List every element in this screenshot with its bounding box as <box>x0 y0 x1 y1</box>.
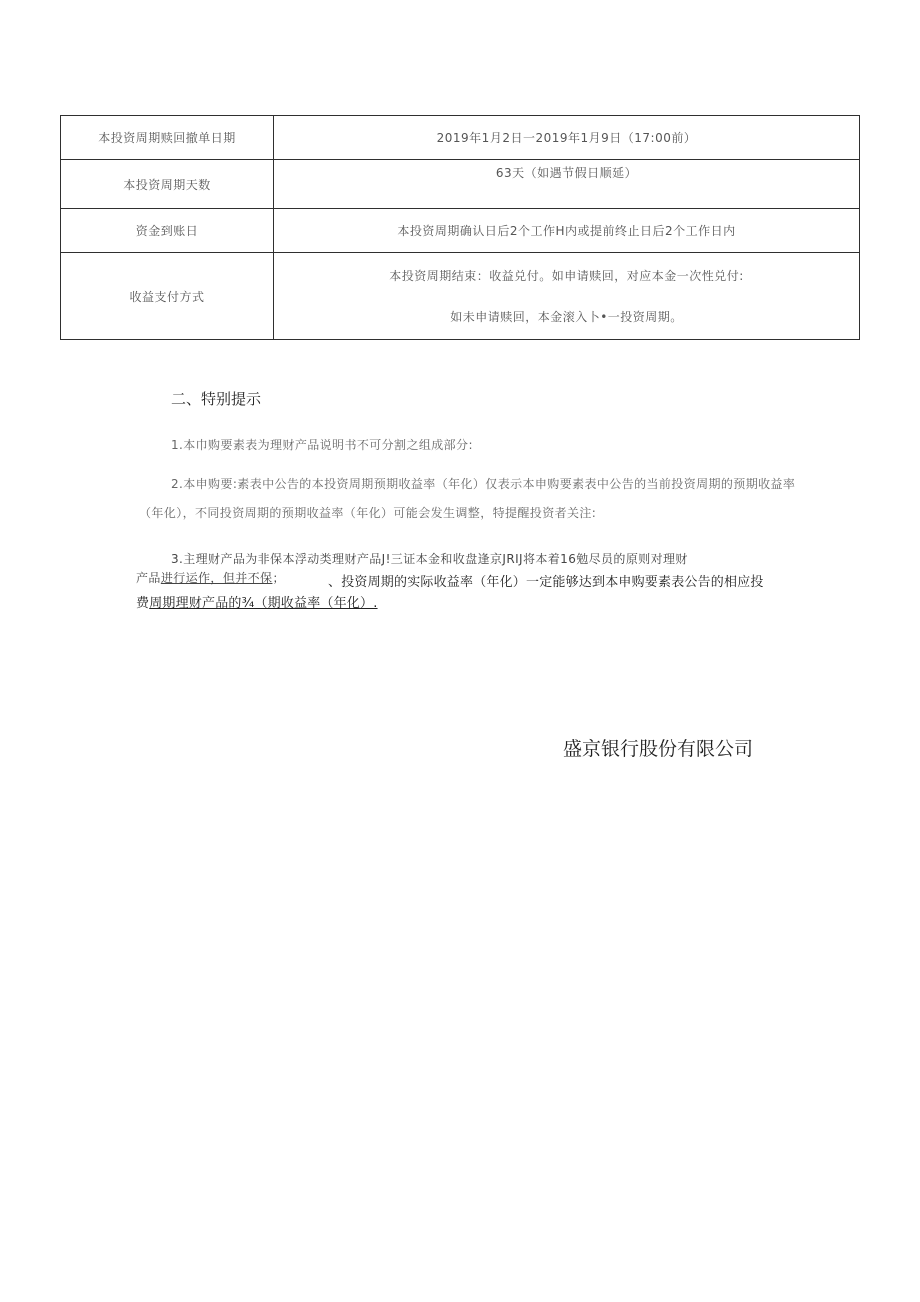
notice-1: 1.本巾购要素表为理财产品说明书不可分割之组成部分: <box>171 438 473 452</box>
funds-arrival-date-value: 本投资周期确认日后2个工作H内或提前终止日后2个工作日内 <box>274 209 860 253</box>
product-info-table <box>60 115 860 340</box>
notice-2-line-2: （年化），不同投资周期的预期收益率（年化）可能会发生调整，特提醒投资者关注: <box>139 506 597 520</box>
table-row <box>61 160 860 209</box>
redemption-cancel-date-label: 本投资周期赎回撤单日期 <box>61 116 274 160</box>
notice-3-line-3-part-a: 费 <box>136 596 150 611</box>
redemption-cancel-date-value: 2019年1月2日一2019年1月9日（17:00前） <box>274 116 860 160</box>
notice-3-line-2-part-a: 产品 <box>136 571 161 585</box>
notice-3-line-2-right: 、投资周期的实际收益率（年化）一定能够达到本申购要素表公告的相应投 <box>328 575 764 590</box>
table-row <box>61 253 860 340</box>
notice-3-line-3 <box>136 592 378 611</box>
table-row <box>61 116 860 160</box>
notice-3-line-2-part-c: ，但并不保 <box>210 571 273 585</box>
income-payment-line-1: 本投资周期结束：收益兑付。如申请赎回，对应本金一次性兑付: <box>389 269 744 283</box>
table-row <box>61 209 860 253</box>
income-payment-method-value <box>274 253 860 340</box>
notice-3-line-3-part-b: 周期理财产品的¾（期收益率（年化）. <box>149 596 378 611</box>
funds-arrival-date-label: 资金到账日 <box>61 209 274 253</box>
section-heading: 二、特别提示 <box>171 390 262 408</box>
notice-3-line-2-part-b: 进行运作 <box>160 571 211 585</box>
company-name: 盛京银行股份有限公司 <box>563 738 754 760</box>
notice-2-line-1: 2.本申购要:素表中公告的本投资周期预期收益率（年化）仅表示本申购要素表中公告的当前投资周期的预期收益率 <box>171 477 796 491</box>
income-payment-method-label: 收益支付方式 <box>61 253 274 340</box>
period-days-value: 63天（如遇节假日顺延） <box>274 160 860 209</box>
income-payment-line-2: 如未申请赎回，本金滚入卜•一投资周期。 <box>450 310 683 324</box>
notice-3-line-2-part-d: ； <box>272 571 285 585</box>
notice-3-line-1: 3.主理财产品为非保本浮动类理财产品J!三证本金和收盘逢京JRIJ将本着16勉尽员的原则对理财 <box>171 552 688 566</box>
notice-3-line-2 <box>136 569 285 586</box>
period-days-label: 本投资周期天数 <box>61 160 274 209</box>
